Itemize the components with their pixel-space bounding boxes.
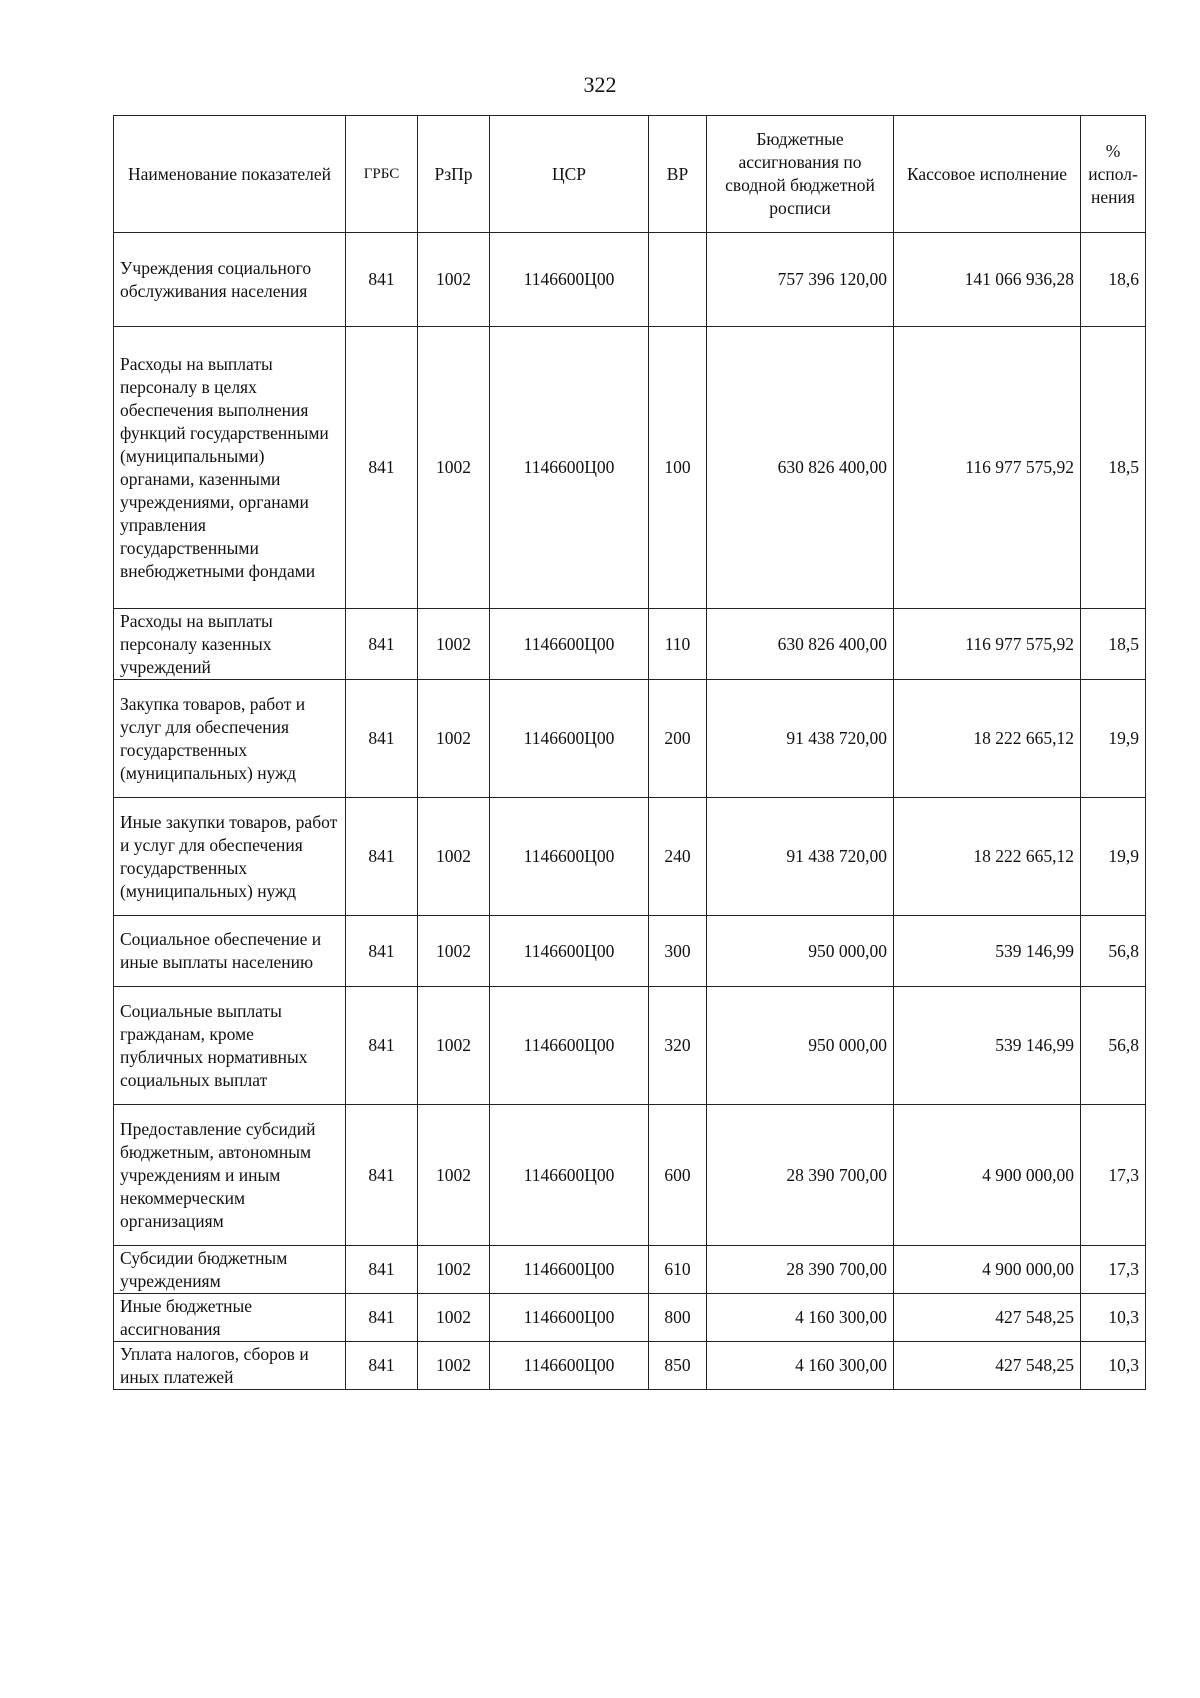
row-name: Расходы на выплаты персоналу казенных учреждений bbox=[114, 609, 346, 680]
row-assignments: 630 826 400,00 bbox=[707, 609, 894, 680]
row-assignments: 950 000,00 bbox=[707, 987, 894, 1105]
header-name: Наименование показателей bbox=[114, 116, 346, 233]
header-cash-execution: Кассовое исполнение bbox=[894, 116, 1081, 233]
table-header-row bbox=[114, 116, 1146, 233]
row-percent: 17,3 bbox=[1081, 1105, 1146, 1246]
row-rzpr: 1002 bbox=[418, 327, 490, 609]
table-row bbox=[114, 916, 1146, 987]
row-grbs: 841 bbox=[346, 1294, 418, 1342]
row-csr: 1146600Ц00 bbox=[490, 1246, 649, 1294]
table-row bbox=[114, 1246, 1146, 1294]
row-name: Социальные выплаты гражданам, кроме публичных нормативных социальных выплат bbox=[114, 987, 346, 1105]
row-grbs: 841 bbox=[346, 916, 418, 987]
header-assignments: Бюджетные ассигнования по сводной бюджетной росписи bbox=[707, 116, 894, 233]
row-vr: 300 bbox=[649, 916, 707, 987]
row-cash-execution: 18 222 665,12 bbox=[894, 798, 1081, 916]
row-grbs: 841 bbox=[346, 1105, 418, 1246]
row-assignments: 4 160 300,00 bbox=[707, 1294, 894, 1342]
row-cash-execution: 141 066 936,28 bbox=[894, 233, 1081, 327]
table-row bbox=[114, 609, 1146, 680]
row-cash-execution: 18 222 665,12 bbox=[894, 680, 1081, 798]
row-grbs: 841 bbox=[346, 327, 418, 609]
row-cash-execution: 116 977 575,92 bbox=[894, 609, 1081, 680]
row-rzpr: 1002 bbox=[418, 798, 490, 916]
row-name: Закупка товаров, работ и услуг для обеспечения государственных (муниципальных) нужд bbox=[114, 680, 346, 798]
row-grbs: 841 bbox=[346, 233, 418, 327]
row-percent: 18,6 bbox=[1081, 233, 1146, 327]
row-rzpr: 1002 bbox=[418, 916, 490, 987]
row-cash-execution: 539 146,99 bbox=[894, 916, 1081, 987]
row-percent: 17,3 bbox=[1081, 1246, 1146, 1294]
row-cash-execution: 427 548,25 bbox=[894, 1294, 1081, 1342]
row-cash-execution: 427 548,25 bbox=[894, 1342, 1081, 1390]
row-rzpr: 1002 bbox=[418, 680, 490, 798]
row-cash-execution: 4 900 000,00 bbox=[894, 1246, 1081, 1294]
header-grbs: ГРБС bbox=[346, 116, 418, 233]
row-csr: 1146600Ц00 bbox=[490, 1342, 649, 1390]
row-vr: 850 bbox=[649, 1342, 707, 1390]
row-assignments: 28 390 700,00 bbox=[707, 1246, 894, 1294]
header-vr: ВР bbox=[649, 116, 707, 233]
row-name: Учреждения социального обслуживания населения bbox=[114, 233, 346, 327]
row-cash-execution: 4 900 000,00 bbox=[894, 1105, 1081, 1246]
table-row bbox=[114, 1294, 1146, 1342]
row-assignments: 757 396 120,00 bbox=[707, 233, 894, 327]
row-vr: 240 bbox=[649, 798, 707, 916]
row-csr: 1146600Ц00 bbox=[490, 916, 649, 987]
row-rzpr: 1002 bbox=[418, 233, 490, 327]
row-csr: 1146600Ц00 bbox=[490, 798, 649, 916]
page-number: 322 bbox=[583, 72, 617, 97]
row-assignments: 28 390 700,00 bbox=[707, 1105, 894, 1246]
table-row bbox=[114, 987, 1146, 1105]
row-vr: 110 bbox=[649, 609, 707, 680]
row-percent: 56,8 bbox=[1081, 987, 1146, 1105]
row-rzpr: 1002 bbox=[418, 1294, 490, 1342]
row-rzpr: 1002 bbox=[418, 1342, 490, 1390]
row-percent: 18,5 bbox=[1081, 609, 1146, 680]
row-csr: 1146600Ц00 bbox=[490, 987, 649, 1105]
row-assignments: 91 438 720,00 bbox=[707, 798, 894, 916]
budget-execution-table bbox=[113, 115, 1146, 1390]
row-cash-execution: 116 977 575,92 bbox=[894, 327, 1081, 609]
row-grbs: 841 bbox=[346, 987, 418, 1105]
row-assignments: 91 438 720,00 bbox=[707, 680, 894, 798]
row-rzpr: 1002 bbox=[418, 1246, 490, 1294]
row-percent: 18,5 bbox=[1081, 327, 1146, 609]
row-grbs: 841 bbox=[346, 609, 418, 680]
header-percent-execution bbox=[1081, 116, 1146, 233]
header-percent-label: испол-нения bbox=[1088, 163, 1138, 207]
row-percent: 19,9 bbox=[1081, 680, 1146, 798]
row-grbs: 841 bbox=[346, 798, 418, 916]
table-row bbox=[114, 233, 1146, 327]
row-csr: 1146600Ц00 bbox=[490, 1294, 649, 1342]
row-percent: 10,3 bbox=[1081, 1342, 1146, 1390]
row-name: Расходы на выплаты персоналу в целях обеспечения выполнения функций государственными (муниципальными) органами, казенными учреждениями, органами управления государственными внебюджетными фондами bbox=[114, 327, 346, 609]
row-rzpr: 1002 bbox=[418, 987, 490, 1105]
row-csr: 1146600Ц00 bbox=[490, 1105, 649, 1246]
row-grbs: 841 bbox=[346, 1342, 418, 1390]
row-csr: 1146600Ц00 bbox=[490, 233, 649, 327]
row-name: Уплата налогов, сборов и иных платежей bbox=[114, 1342, 346, 1390]
table-row bbox=[114, 327, 1146, 609]
row-vr: 600 bbox=[649, 1105, 707, 1246]
row-vr: 800 bbox=[649, 1294, 707, 1342]
row-name: Социальное обеспечение и иные выплаты населению bbox=[114, 916, 346, 987]
row-name: Субсидии бюджетным учреждениям bbox=[114, 1246, 346, 1294]
row-vr: 200 bbox=[649, 680, 707, 798]
row-rzpr: 1002 bbox=[418, 1105, 490, 1246]
row-grbs: 841 bbox=[346, 1246, 418, 1294]
table-row bbox=[114, 1105, 1146, 1246]
row-name: Предоставление субсидий бюджетным, автономным учреждениям и иным некоммерческим организациям bbox=[114, 1105, 346, 1246]
table-row bbox=[114, 1342, 1146, 1390]
row-vr bbox=[649, 233, 707, 327]
row-name: Иные закупки товаров, работ и услуг для обеспечения государственных (муниципальных) нужд bbox=[114, 798, 346, 916]
row-vr: 100 bbox=[649, 327, 707, 609]
header-csr: ЦСР bbox=[490, 116, 649, 233]
row-assignments: 4 160 300,00 bbox=[707, 1342, 894, 1390]
table-row bbox=[114, 680, 1146, 798]
row-percent: 56,8 bbox=[1081, 916, 1146, 987]
table-row bbox=[114, 798, 1146, 916]
row-percent: 10,3 bbox=[1081, 1294, 1146, 1342]
row-assignments: 630 826 400,00 bbox=[707, 327, 894, 609]
row-csr: 1146600Ц00 bbox=[490, 609, 649, 680]
row-grbs: 841 bbox=[346, 680, 418, 798]
row-vr: 320 bbox=[649, 987, 707, 1105]
row-cash-execution: 539 146,99 bbox=[894, 987, 1081, 1105]
row-percent: 19,9 bbox=[1081, 798, 1146, 916]
row-assignments: 950 000,00 bbox=[707, 916, 894, 987]
header-percent-sign: % bbox=[1105, 140, 1121, 161]
row-vr: 610 bbox=[649, 1246, 707, 1294]
row-rzpr: 1002 bbox=[418, 609, 490, 680]
header-rzpr: РзПр bbox=[418, 116, 490, 233]
row-csr: 1146600Ц00 bbox=[490, 680, 649, 798]
row-csr: 1146600Ц00 bbox=[490, 327, 649, 609]
row-name: Иные бюджетные ассигнования bbox=[114, 1294, 346, 1342]
